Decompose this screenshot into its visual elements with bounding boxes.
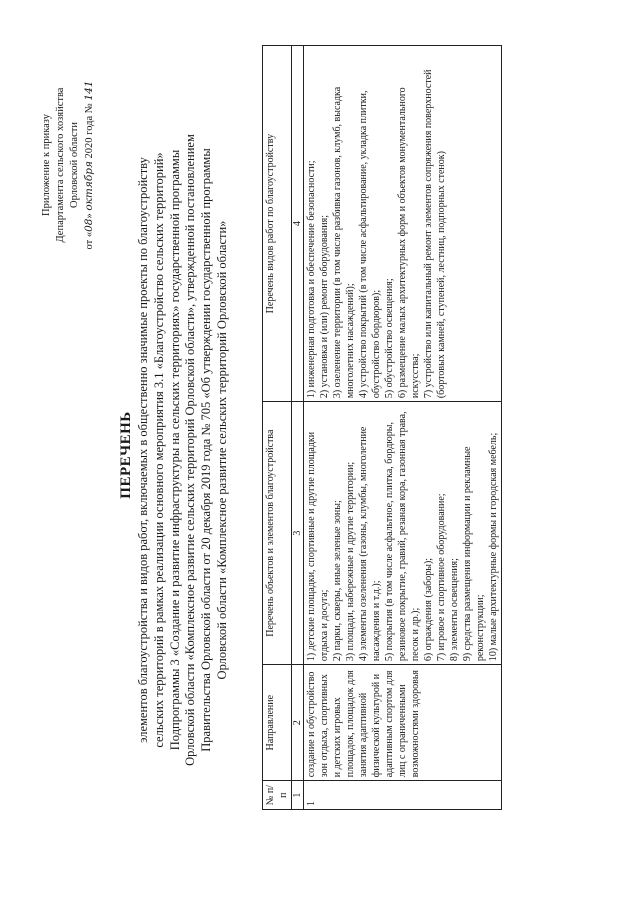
list-item: 2) установка и (или) ремонт оборудования; [319, 215, 330, 399]
list-item: 8) элементы освещения; [449, 558, 460, 662]
list-item: 9) средства размещения информации и рекламные реконструкции; [462, 446, 486, 662]
header-direction: Направление [263, 665, 292, 781]
list-item: 7) устройство или капитальный ремонт элементов сопряжения поверхностей (бортовых камней, ступеней, лестниц, подпорных стенок) [423, 69, 447, 399]
header-num: № п/п [263, 781, 292, 810]
row-direction: создание и обустройство зон отдыха, спортивных и детских игровых площадок, площадок для занятия адаптивной физической культурой и адаптивным спортом для лиц с ограниченными возможностями здоровья [304, 665, 502, 781]
list-item: 3) площади, набережные и другие территории; [345, 461, 356, 662]
list-item: 1) инженерная подготовка и обеспечение безопасности; [306, 160, 317, 399]
document-title: ПЕРЕЧЕНЬ [118, 411, 134, 499]
subtitle-line: Правительства Орловской области от 20 декабря 2019 года № 705 «Об утверждении государственной программы [199, 148, 214, 752]
document-subtitle [136, 35, 231, 865]
subtitle-line: элементов благоустройства и видов работ, включаемых в общественно значимые проекты по благоустройству [136, 157, 150, 743]
appendix-line: Департамента сельского хозяйства [55, 87, 66, 243]
row-works-list [304, 46, 502, 402]
list-item: 5) обустройство освещения; [384, 278, 395, 399]
appendix-header [40, 45, 97, 285]
subtitle-line: Подпрограммы 3 «Создание и развитие инфраструктуры на сельских территориях» государственной программы [167, 149, 182, 751]
column-number: 1 [292, 781, 304, 810]
list-item: 6) ограждения (заборы); [423, 557, 434, 662]
list-item: 10) малые архитектурные формы и городская мебель; [488, 432, 499, 662]
list-item: 5) покрытия (в том числе асфальтное, плитка, бордюры, резиновое покрытие, гравий, резаная кора, газонная трава, песок и др.); [384, 411, 421, 662]
list-item: 6) размещение малых архитектурных форм и объектов монументального искусства; [397, 87, 421, 399]
column-number: 2 [292, 665, 304, 781]
table-row [304, 46, 502, 810]
list-item: 3) озеленение территории (в том числе разбивка газонов, клумб, высадка многолетних насаждений); [332, 86, 356, 399]
table-column-numbers [292, 46, 304, 810]
appendix-line: Приложение к приказу [41, 114, 52, 216]
handwritten-month: октября [83, 161, 95, 211]
column-number: 4 [292, 46, 304, 402]
subtitle-line: Орловской области «Комплексное развитие сельских территорий Орловской области», утвержденной постановлением [183, 134, 198, 766]
header-works: Перечень видов работ по благоустройству [263, 46, 292, 402]
subtitle-line: сельских территорий в рамках реализации основного мероприятия 3.1 «Благоустройство сельских территорий» [151, 152, 166, 748]
table-header-row [263, 46, 292, 810]
subtitle-line: Орловской области «Комплексное развитие сельских территорий Орловской области» [214, 220, 229, 680]
list-item: 2) парки, скверы, иные зеленые зоны; [332, 500, 343, 662]
list-item: 7) игровое и спортивное оборудование; [436, 493, 447, 662]
handwritten-day: 08 [83, 218, 95, 232]
row-objects-list [304, 402, 502, 665]
appendix-date-line: от «08» октября 2020 года № 141 [83, 80, 95, 250]
list-item: 4) устройство покрытий (в том числе асфальтирование, укладка плитки, обустройство бордюров); [358, 90, 382, 399]
column-number: 3 [292, 402, 304, 665]
works-table [262, 45, 502, 810]
appendix-line: Орловской области [69, 122, 80, 208]
list-item: 1) детские площадки, спортивные и другие площадки отдыха и досуга; [306, 431, 330, 662]
header-objects: Перечень объектов и элементов благоустройства [263, 402, 292, 665]
handwritten-number: 141 [83, 80, 95, 101]
row-number: 1 [304, 781, 502, 810]
list-item: 4) элементы озеленения (газоны, клумбы, многолетние насаждения и т.д.); [358, 426, 382, 662]
